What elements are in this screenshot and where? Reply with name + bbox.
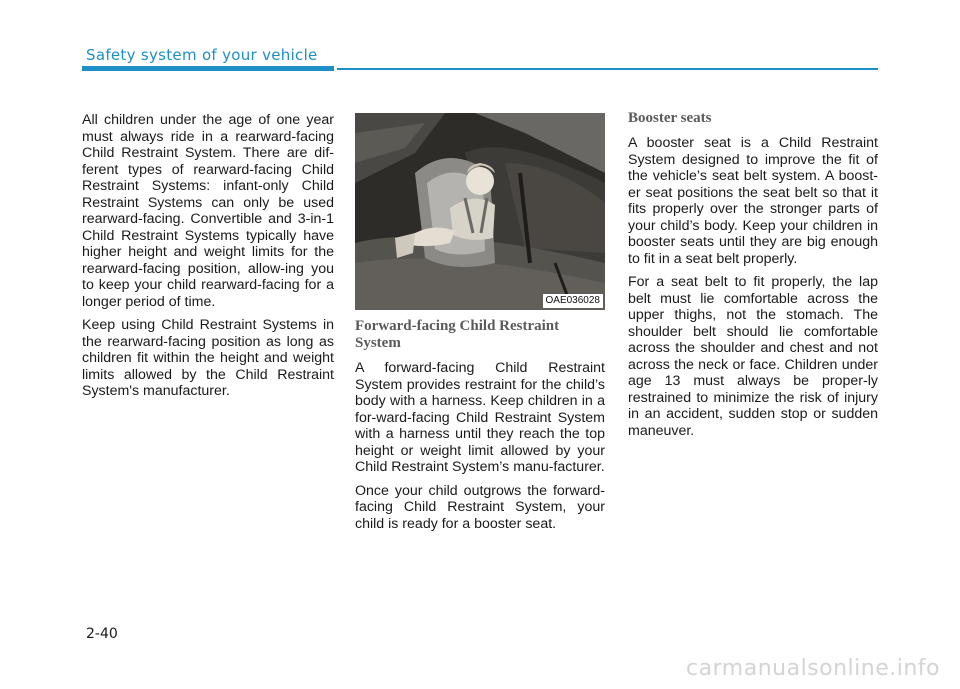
paragraph: A forward-facing Child Restraint System provides restraint for the child’s body with a harness. Keep children in a for-ward-facing Child Restraint System with a harness until they reach the top height or weight limit allowed by your Child Restraint System’s manu-facturer. <box>355 360 605 475</box>
paragraph: A booster seat is a Child Restraint System designed to improve the fit of the vehicle’s seat belt system. A boost-er seat positions the seat belt so that it fits properly over the stronger parts of your child’s body. Keep your children in booster seats until they are big enough to fit in a seat belt properly. <box>628 135 878 267</box>
page-number: 2-40 <box>86 626 118 642</box>
rear-seat-photo <box>355 113 605 310</box>
header-rule-thin <box>337 68 878 70</box>
section-heading: Forward-facing Child Restraint System <box>355 318 560 351</box>
column-booster-seats <box>628 110 878 446</box>
column-rearward-facing <box>82 112 334 407</box>
child-seat-illustration <box>355 113 605 310</box>
column-forward-facing <box>355 113 605 539</box>
section-heading: Booster seats <box>628 110 712 126</box>
paragraph: All children under the age of one year must always ride in a rearward-facing Child Restraint System. There are dif-ferent types of rearward-facing Child Restraint Systems: infant-only Child Restraint Systems can only be used rearward-facing. Convertible and 3-in-1 Child Restraint Systems typically have higher height and weight limits for the rearward-facing position, allow-ing you to keep your child rearward-facing for a longer period of time. <box>82 112 334 310</box>
paragraph: For a seat belt to fit properly, the lap belt must lie comfortable across the upper thighs, not the stomach. The shoulder belt should lie comfortable across the shoulder and chest and not across the neck or face. Children under age 13 must always be proper-ly restrained to minimize the risk of injury in an accident, sudden stop or sudden maneuver. <box>628 274 878 439</box>
header-title: Safety system of your vehicle <box>86 46 318 64</box>
watermark: carmanualsonline.info <box>686 656 940 681</box>
paragraph: Keep using Child Restraint Systems in the rearward-facing position as long as children fit within the height and weight limits allowed by the Child Restraint System's manufacturer. <box>82 317 334 399</box>
figure-code: OAE036028 <box>543 294 604 308</box>
paragraph: Once your child outgrows the forward-facing Child Restraint System, your child is ready for a booster seat. <box>355 482 605 532</box>
header-rule-thick <box>82 66 334 71</box>
